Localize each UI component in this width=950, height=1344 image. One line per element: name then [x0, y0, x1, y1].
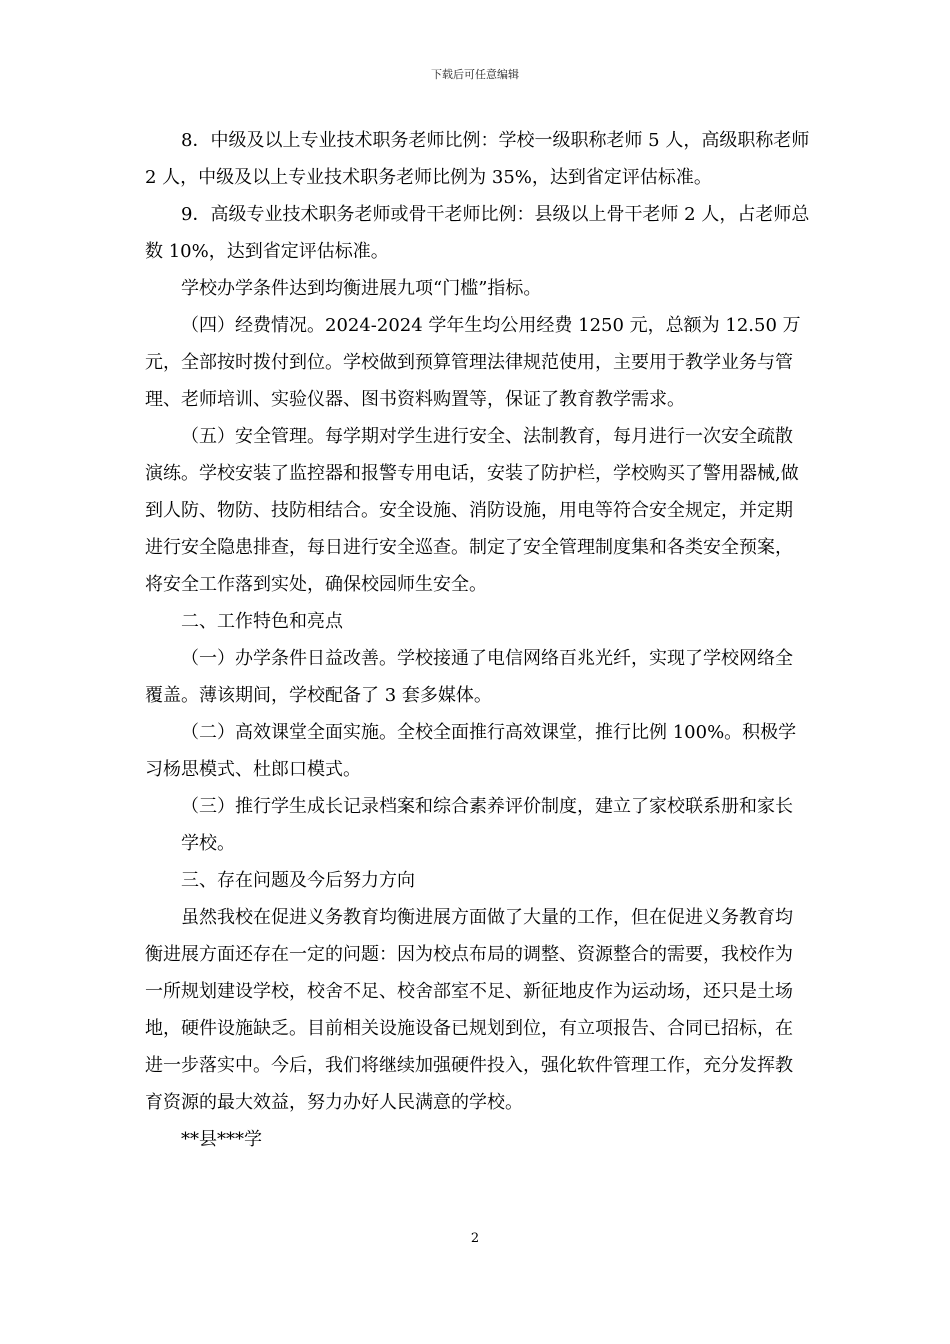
paragraph-threshold-summary: 学校办学条件达到均衡进展九项“门槛”指标。: [181, 278, 542, 299]
paragraph-conditions: （一）办学条件日益改善。学校接通了电信网络百兆光纤，实现了学校网络全覆盖。薄该期间，学校配备了 3 套多媒体。: [145, 648, 793, 706]
paragraph-funding: （四）经费情况。2024-2024 学年生均公用经费 1250 元，总额为 12.50 万元，全部按时拨付到位。学校做到预算管理法律规范使用，主要用于教学业务与管理、老师培训、实验仪器、图书资料购置等，保证了教育教学需求。: [145, 315, 801, 410]
paragraph-teacher-ratio-senior: 9．高级专业技术职务老师或骨干老师比例：县级以上骨干老师 2 人，占老师总数 10%，达到省定评估标准。: [145, 204, 810, 262]
paragraph-school-fragment: 学校。: [181, 833, 235, 854]
page-number: 2: [470, 1231, 480, 1246]
section-heading-features: 二、工作特色和亮点: [181, 611, 343, 632]
paragraph-teacher-ratio-intermediate: 8．中级及以上专业技术职务老师比例：学校一级职称老师 5 人，高级职称老师 2 人，中级及以上专业技术职务老师比例为 35%，达到省定评估标准。: [145, 130, 810, 188]
paragraph-classroom: （二）高效课堂全面实施。全校全面推行高效课堂，推行比例 100%。积极学习杨思模式、杜郎口模式。: [145, 722, 797, 780]
paragraph-problems: 虽然我校在促进义务教育均衡进展方面做了大量的工作，但在促进义务教育均衡进展方面还存在一定的问题：因为校点布局的调整、资源整合的需要，我校作为一所规划建设学校，校舍不足、校舍部室不足、新征地皮作为运动场，还只是土场地，硬件设施缺乏。目前相关设施设备已规划到位，有立项报告、合同已招标，在进一步落实中。今后，我们将继续加强硬件投入，强化软件管理工作，充分发挥教育资源的最大效益，努力办好人民满意的学校。: [145, 907, 793, 1113]
paragraph-safety: （五）安全管理。每学期对学生进行安全、法制教育，每月进行一次安全疏散演练。学校安装了监控器和报警专用电话，安装了防护栏，学校购买了警用器械,做到人防、物防、技防相结合。安全设施、消防设施，用电等符合安全规定，并定期进行安全隐患排查，每日进行安全巡查。制定了安全管理制度集和各类安全预案，将安全工作落到实处，确保校园师生安全。: [145, 426, 799, 595]
section-heading-problems: 三、存在问题及今后努力方向: [181, 870, 415, 891]
document-body: [145, 122, 810, 1158]
page-header: 下载后可任意编辑: [431, 68, 519, 81]
paragraph-growth-records: （三）推行学生成长记录档案和综合素养评价制度，建立了家校联系册和家长: [181, 796, 793, 817]
signature-line: **县***学: [181, 1129, 262, 1150]
